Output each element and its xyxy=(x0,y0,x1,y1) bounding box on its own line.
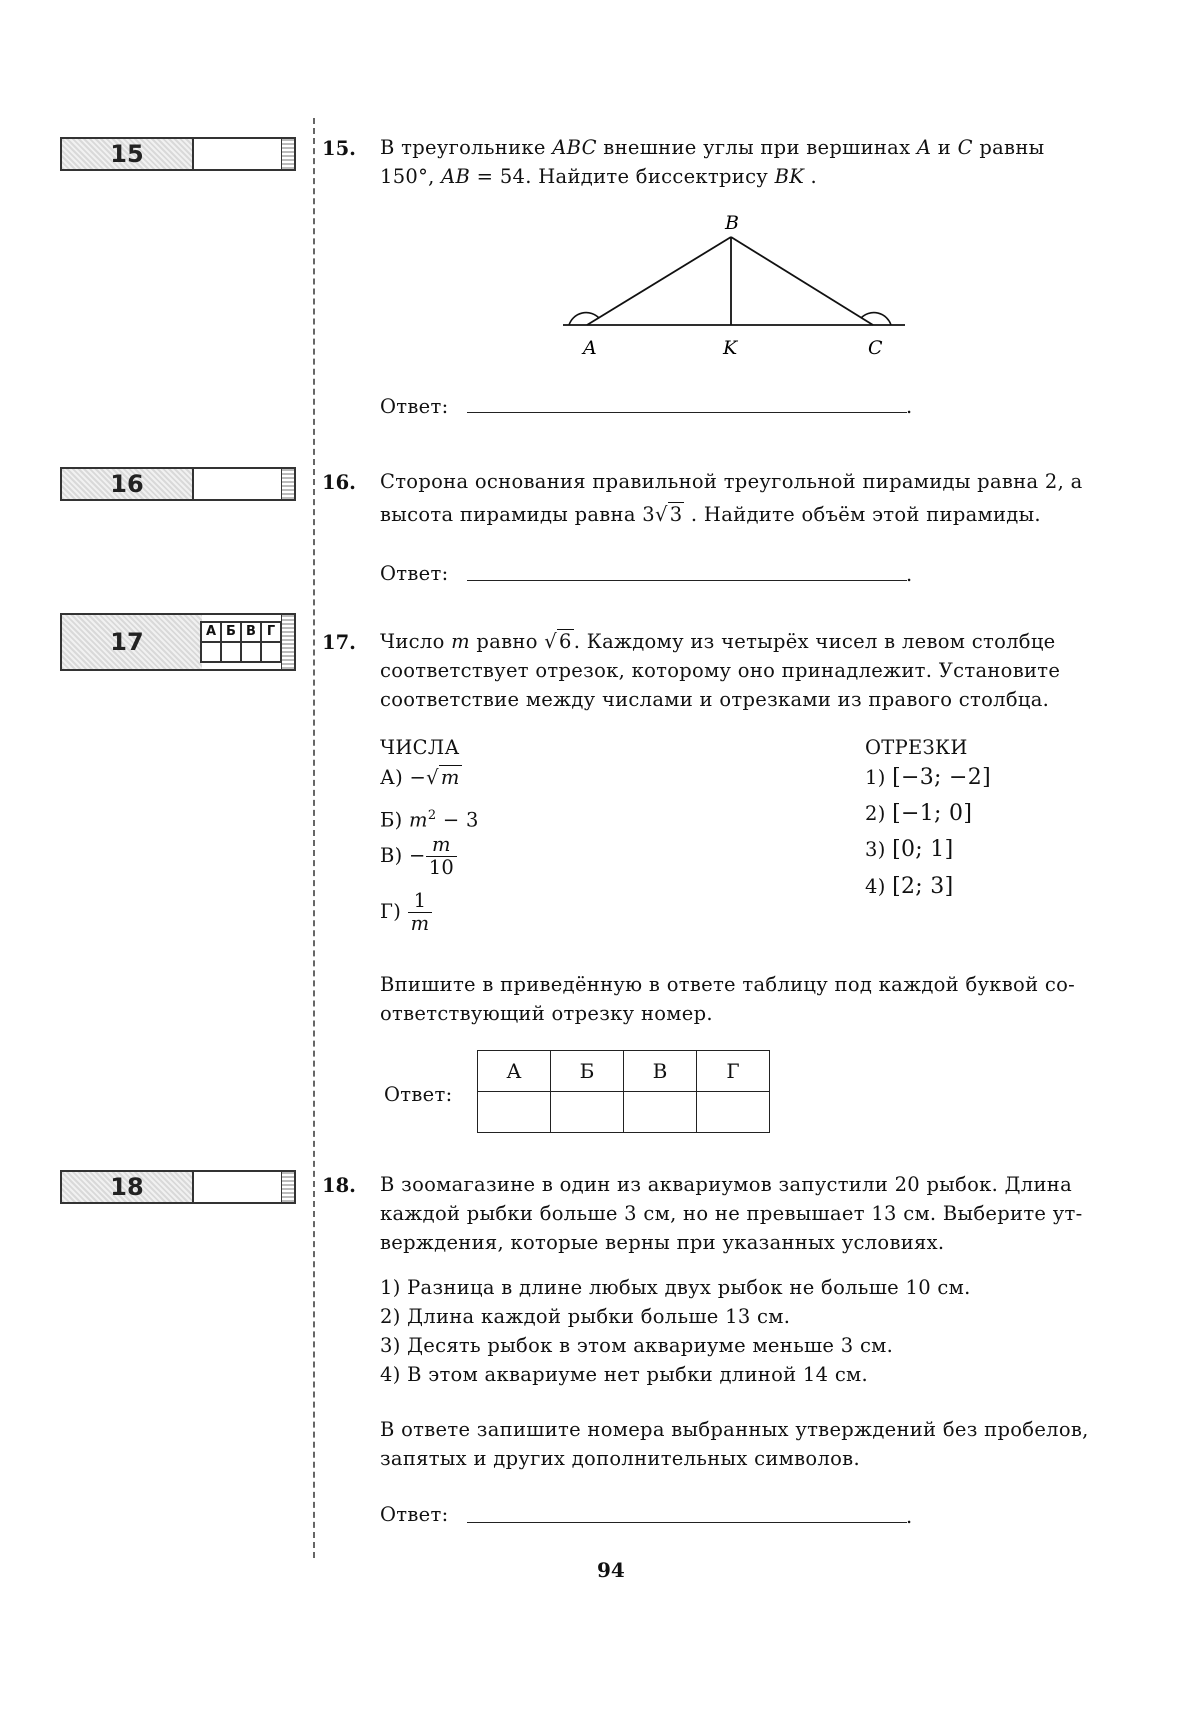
q17-instruction-line: Впишите в приведённую в ответе таблицу под каждой буквой со- xyxy=(380,973,1076,996)
q17-line1: Число m равно √ 6 . Каждому из четырёх чисел в левом столбце xyxy=(380,630,1056,653)
item-value: [−3; −2] xyxy=(892,765,991,790)
box-label-15: 15 xyxy=(110,140,144,168)
q15-answer-label: Ответ: xyxy=(380,395,449,418)
q16-text-part: высота пирамиды равна 3 xyxy=(380,503,655,526)
q17-text-part: . Каждому из четырёх чисел в левом столбце xyxy=(573,630,1056,653)
table-answer-cell[interactable] xyxy=(478,1092,551,1133)
label-b: B xyxy=(725,212,739,234)
box-label-18: 18 xyxy=(110,1173,144,1201)
grid-cell[interactable] xyxy=(261,642,281,662)
grid-letter: А xyxy=(201,622,221,642)
item-label: 1) xyxy=(865,766,886,789)
q18-answer-line[interactable] xyxy=(467,1522,907,1523)
q15-vertex-c: C xyxy=(957,136,973,159)
q18-instruction xyxy=(380,1415,1146,1473)
table-answer-row xyxy=(478,1092,770,1133)
q17-right-item-2 xyxy=(865,799,972,828)
item-value: [−1; 0] xyxy=(892,801,973,826)
grid-letter: Г xyxy=(261,622,281,642)
page-number: 94 xyxy=(597,1558,625,1582)
item-label: А) xyxy=(380,766,403,789)
q15-text-part: и xyxy=(931,136,958,159)
q15-text xyxy=(380,133,1146,191)
q17-m: m xyxy=(451,630,470,653)
q18-options xyxy=(380,1273,1146,1389)
q16-text-part: . Найдите объём этой пирамиды. xyxy=(684,503,1041,526)
item-label: 2) xyxy=(865,802,886,825)
q17-right-item-3 xyxy=(865,835,954,864)
q16-answer-line[interactable] xyxy=(467,580,907,581)
q15-answer-line[interactable] xyxy=(467,412,907,413)
frac-num: 1 xyxy=(408,890,433,913)
q16-line1: Сторона основания правильной треугольной пирамиды равна 2, а xyxy=(380,470,1083,493)
q15-text-part: равны xyxy=(972,136,1045,159)
side-bc xyxy=(731,237,873,325)
box-label-17: 17 xyxy=(110,628,144,656)
item-label: Б) xyxy=(380,808,403,832)
q17-answer-label: Ответ: xyxy=(384,1083,453,1106)
grid-letter: Б xyxy=(221,622,241,642)
answer-dot: . xyxy=(906,563,913,586)
q18-line2: каждой рыбки больше 3 см, но не превышает 13 см. Выберите ут- xyxy=(380,1202,1083,1225)
q17-line3: соответствие между числами и отрезками из правого столбца. xyxy=(380,688,1050,711)
q15-bk: BK xyxy=(774,165,805,188)
q15-text-part: = 54. Найдите биссектрису xyxy=(470,165,775,188)
q17-right-item-1 xyxy=(865,763,991,792)
q17-number: 17. xyxy=(322,631,356,654)
item-label: В) xyxy=(380,844,403,867)
item-label: 4) xyxy=(865,875,886,898)
q18-option: 1) Разница в длине любых двух рыбок не больше 10 см. xyxy=(380,1276,971,1299)
angle-arc-a xyxy=(569,313,599,325)
box-end xyxy=(281,615,294,669)
q15-text-part: внешние углы при вершинах xyxy=(596,136,917,159)
item-prefix: − xyxy=(409,844,426,867)
q15-line1 xyxy=(380,133,1146,162)
margin-cut-line xyxy=(313,118,315,1558)
label-c: C xyxy=(868,337,883,359)
box-end xyxy=(281,1172,294,1202)
frac-num: m xyxy=(426,834,457,857)
q18-line3: верждения, которые верны при указанных условиях. xyxy=(380,1231,945,1254)
grid-cell[interactable] xyxy=(201,642,221,662)
item-prefix: − xyxy=(409,766,427,789)
q17-right-header: ОТРЕЗКИ xyxy=(865,736,968,759)
label-k: K xyxy=(723,337,738,359)
table-answer-cell[interactable] xyxy=(697,1092,770,1133)
item-value: [2; 3] xyxy=(892,874,954,899)
answer-dot: . xyxy=(906,395,913,418)
grid-letter: В xyxy=(241,622,261,642)
table-header-cell: А xyxy=(478,1051,551,1092)
q16-number: 16. xyxy=(322,471,356,494)
box-end xyxy=(281,469,294,499)
q15-number: 15. xyxy=(322,137,356,160)
box-label-16: 16 xyxy=(110,470,144,498)
angle-arc-c xyxy=(861,313,891,325)
table-header-cell: Г xyxy=(697,1051,770,1092)
q17-right-item-4 xyxy=(865,872,954,901)
item-base: m xyxy=(409,808,428,832)
table-answer-cell[interactable] xyxy=(551,1092,624,1133)
grid-cell[interactable] xyxy=(221,642,241,662)
triangle-figure xyxy=(555,205,915,370)
q17-instruction xyxy=(380,970,1146,1028)
side-ab xyxy=(587,237,731,325)
q16-sqrt: 3 xyxy=(669,503,683,526)
item-label: 3) xyxy=(865,838,886,861)
q17-left-item-b xyxy=(380,801,479,835)
q17-text-part: равно xyxy=(469,630,545,653)
table-header-cell: В xyxy=(624,1051,697,1092)
q17-line2: соответствует отрезок, которому оно принадлежит. Установите xyxy=(380,659,1061,682)
q15-text-part: В треугольнике xyxy=(380,136,553,159)
q18-number: 18. xyxy=(322,1174,356,1197)
q18-option: 4) В этом аквариуме нет рыбки длиной 14 см. xyxy=(380,1363,869,1386)
q17-left-item-v xyxy=(380,834,457,879)
answer-box-18[interactable] xyxy=(60,1170,296,1204)
label-a: A xyxy=(583,337,597,359)
q16-text xyxy=(380,467,1146,529)
q17-left-item-a: А) −√ m xyxy=(380,766,460,789)
q18-instruction-line: В ответе запишите номера выбранных утверждений без пробелов, xyxy=(380,1418,1089,1441)
answer-box-17[interactable] xyxy=(60,613,296,671)
q18-line1: В зоомагазине в один из аквариумов запустили 20 рыбок. Длина xyxy=(380,1173,1073,1196)
q16-line2: высота пирамиды равна 3√ 3 . Найдите объём этой пирамиды. xyxy=(380,503,1041,526)
table-header-cell: Б xyxy=(551,1051,624,1092)
q18-answer-label: Ответ: xyxy=(380,1503,449,1526)
answer-dot: . xyxy=(906,1505,913,1528)
q17-text xyxy=(380,627,1146,714)
q15-ab: AB xyxy=(441,165,471,188)
q15-abc: ABC xyxy=(552,136,597,159)
q17-answer-table xyxy=(477,1050,770,1133)
item-label: Г) xyxy=(380,900,402,923)
q17-left-header: ЧИСЛА xyxy=(380,736,460,759)
box-end xyxy=(281,139,294,169)
grid-cell[interactable] xyxy=(241,642,261,662)
q17-sqrt: 6 xyxy=(558,630,572,653)
item-value: [0; 1] xyxy=(892,837,954,862)
table-answer-cell[interactable] xyxy=(624,1092,697,1133)
q18-text xyxy=(380,1170,1146,1257)
item-tail: − 3 xyxy=(436,808,479,832)
item-sup: 2 xyxy=(427,808,437,823)
answer-box-16[interactable] xyxy=(60,467,296,501)
table-header-row xyxy=(478,1051,770,1092)
q18-instruction-line: запятых и других дополнительных символов. xyxy=(380,1447,860,1470)
item-sqrt: m xyxy=(440,766,460,789)
frac-den: m xyxy=(410,912,430,935)
q15-text-part: 150°, xyxy=(380,165,442,188)
q15-vertex-a: A xyxy=(916,136,932,159)
box-letter-grid xyxy=(200,621,282,663)
q16-answer-label: Ответ: xyxy=(380,562,449,585)
q15-text-part: . xyxy=(804,165,818,188)
q17-text-part: Число xyxy=(380,630,452,653)
q15-line2 xyxy=(380,162,1146,191)
answer-box-15[interactable] xyxy=(60,137,296,171)
q18-option: 2) Длина каждой рыбки больше 13 см. xyxy=(380,1305,791,1328)
frac-den: 10 xyxy=(428,856,455,879)
q17-left-item-g xyxy=(380,890,432,935)
q17-instruction-line: ответствующий отрезку номер. xyxy=(380,1002,713,1025)
q18-option: 3) Десять рыбок в этом аквариуме меньше 3 см. xyxy=(380,1334,894,1357)
